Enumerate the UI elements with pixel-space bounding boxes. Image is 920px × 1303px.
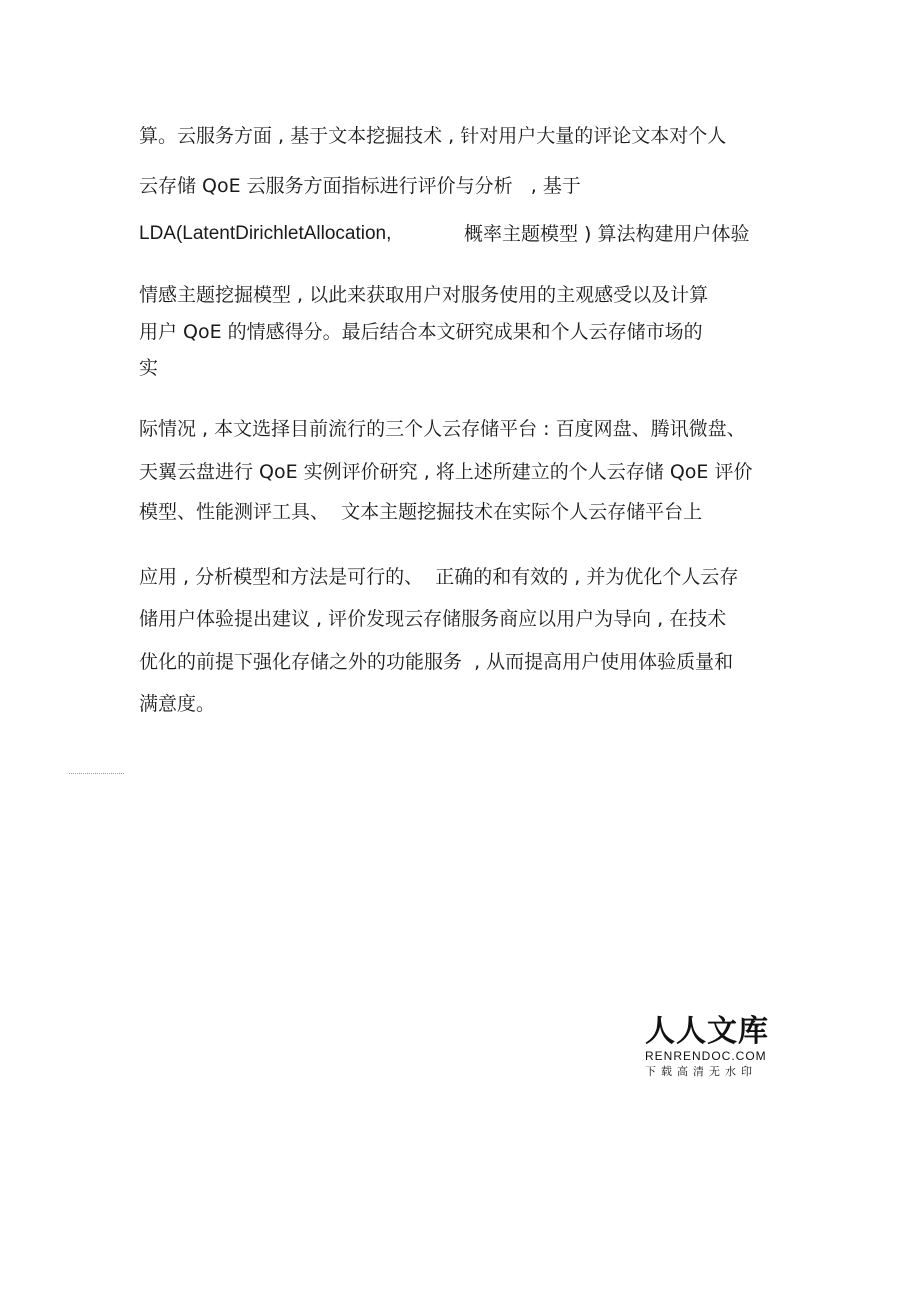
text-line-12: 优化的前提下强化存储之外的功能服务 , 从而提高用户使用体验质量和 <box>139 651 734 673</box>
watermark-url: RENRENDOC.COM <box>645 1049 767 1063</box>
watermark-logo <box>645 1015 775 1079</box>
text-line-4: 情感主题挖掘模型 , 以此来获取用户对服务使用的主观感受以及计算 <box>139 284 709 306</box>
footnote-divider <box>69 773 124 774</box>
text-line-lda-desc: 概率主题模型 ) 算法构建用户体验 <box>464 223 750 245</box>
text-line-5: 用户 QoE 的情感得分。最后结合本文研究成果和个人云存储市场的 <box>139 321 703 343</box>
text-line-8: 天翼云盘进行 QoE 实例评价研究 , 将上述所建立的个人云存储 QoE 评价 <box>139 461 753 483</box>
watermark-subtitle: 下载高清无水印 <box>645 1065 757 1078</box>
text-line-13: 满意度。 <box>139 693 216 715</box>
text-line-6: 实 <box>139 357 159 379</box>
text-line-10: 应用 , 分析模型和方法是可行的、 正确的和有效的 , 并为优化个人云存 <box>139 566 739 588</box>
text-line-lda-term: LDA(LatentDirichletAllocation, <box>139 223 392 244</box>
text-line-2: 云存储 QoE 云服务方面指标进行评价与分析 , 基于 <box>139 175 581 197</box>
text-line-1: 算。云服务方面 , 基于文本挖掘技术 , 针对用户大量的评论文本对个人 <box>139 125 727 147</box>
text-line-9: 模型、性能测评工具、 文本主题挖掘技术在实际个人云存储平台上 <box>139 501 703 523</box>
text-line-11: 储用户体验提出建议 , 评价发现云存储服务商应以用户为导向 , 在技术 <box>139 608 727 630</box>
watermark-title: 人人文库 <box>645 1014 769 1049</box>
text-line-7: 际情况 , 本文选择目前流行的三个人云存储平台 : 百度网盘、腾讯微盘、 <box>139 418 746 440</box>
